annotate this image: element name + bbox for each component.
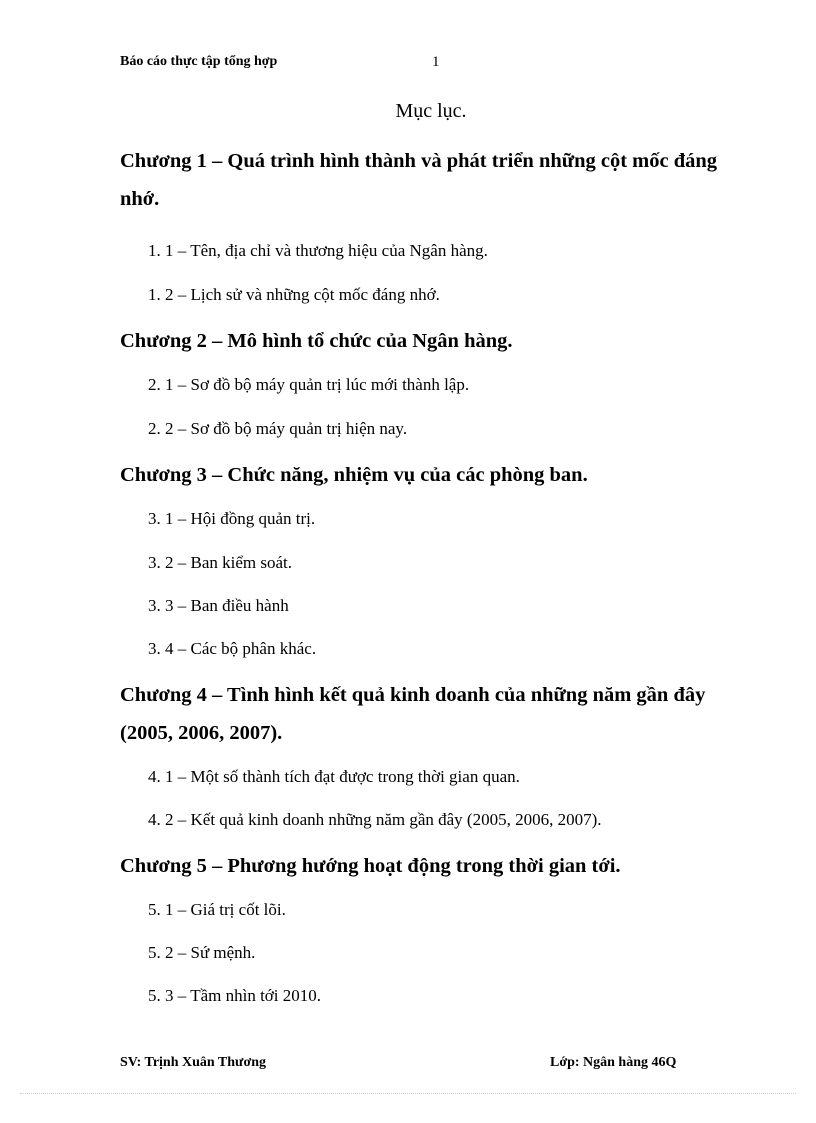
page-bottom-divider (20, 1093, 796, 1094)
section-3-1: 3. 1 – Hội đồng quản trị. (148, 509, 316, 528)
section-3-3: 3. 3 – Ban điều hành (148, 596, 289, 615)
section-2-2: 2. 2 – Sơ đồ bộ máy quản trị hiện nay. (148, 419, 408, 438)
chapter-1-title: Chương 1 – Quá trình hình thành và phát triển những cột mốc đáng nhớ. (120, 150, 717, 210)
chapter-4-title: Chương 4 – Tình hình kết quả kinh doanh của những năm gần đây (2005, 2006, 2007). (120, 684, 706, 744)
section-3-2: 3. 2 – Ban kiểm soát. (148, 553, 293, 572)
section-4-1: 4. 1 – Một số thành tích đạt được trong thời gian quan. (148, 767, 520, 786)
table-of-contents (120, 142, 750, 1007)
toc-title: Mục lục. (395, 100, 467, 122)
running-header: Báo cáo thực tập tổng hợp (120, 54, 278, 69)
chapter-3-title: Chương 3 – Chức năng, nhiệm vụ của các phòng ban. (120, 464, 588, 486)
section-4-2: 4. 2 – Kết quả kinh doanh những năm gần đây (2005, 2006, 2007). (148, 810, 602, 829)
section-2-1: 2. 1 – Sơ đồ bộ máy quản trị lúc mới thành lập. (148, 375, 470, 394)
section-5-3: 5. 3 – Tầm nhìn tới 2010. (148, 986, 322, 1005)
page-number: 1 (432, 54, 440, 70)
chapter-2-title: Chương 2 – Mô hình tổ chức của Ngân hàng. (120, 330, 513, 352)
section-1-2: 1. 2 – Lịch sử và những cột mốc đáng nhớ. (148, 285, 440, 304)
chapter-5-title: Chương 5 – Phương hướng hoạt động trong thời gian tới. (120, 855, 621, 877)
section-1-1: 1. 1 – Tên, địa chỉ và thương hiệu của Ngân hàng. (148, 241, 488, 260)
footer-student: SV: Trịnh Xuân Thương (120, 1055, 266, 1070)
section-3-4: 3. 4 – Các bộ phân khác. (148, 639, 317, 658)
footer-class: Lớp: Ngân hàng 46Q (550, 1055, 677, 1070)
section-5-2: 5. 2 – Sứ mệnh. (148, 943, 256, 962)
section-5-1: 5. 1 – Giá trị cốt lõi. (148, 900, 286, 919)
